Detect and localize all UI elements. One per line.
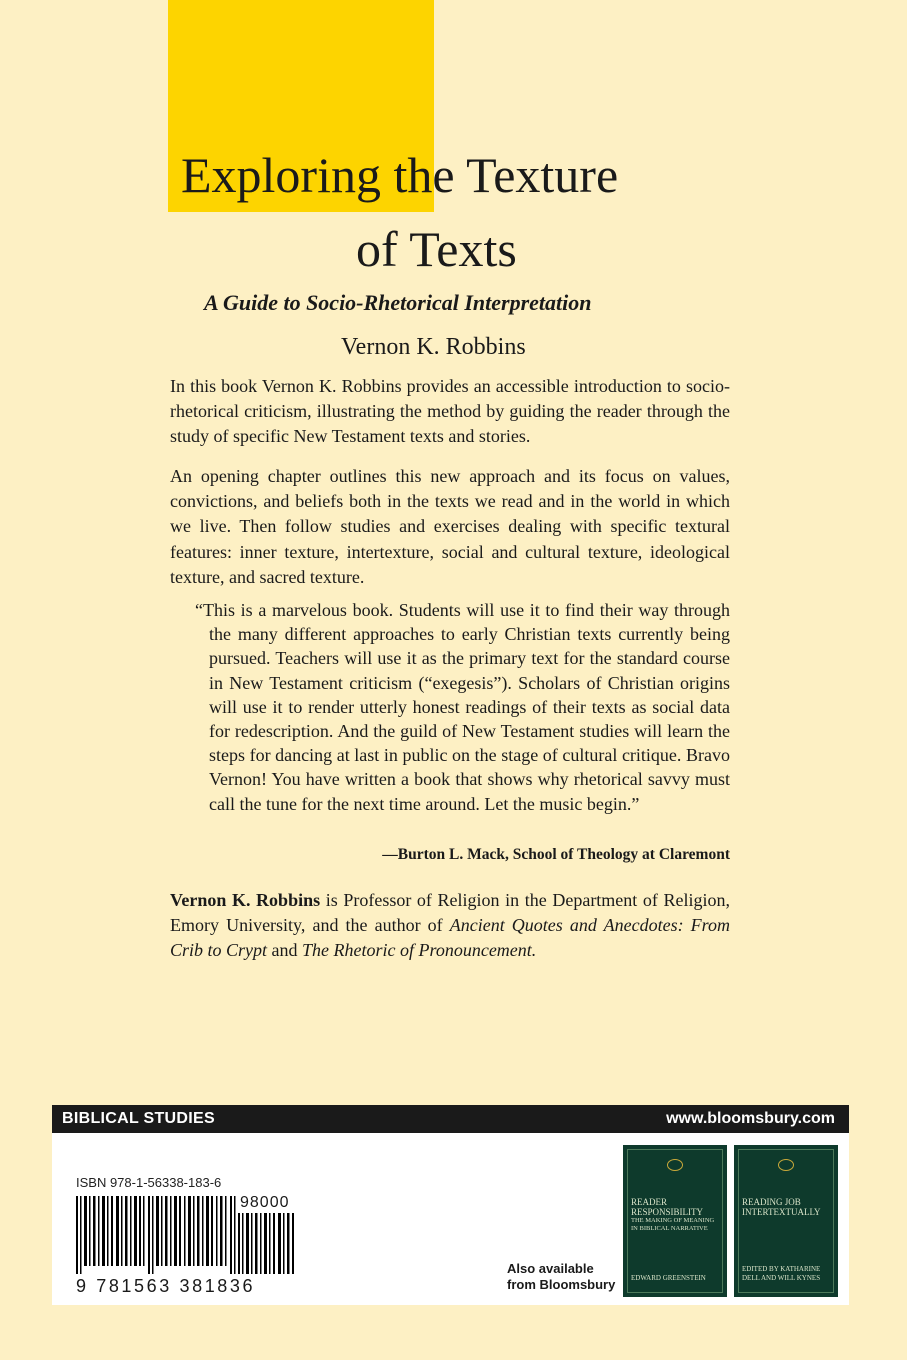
related-book-cover-1[interactable] [623, 1145, 727, 1297]
author-bio [170, 888, 730, 964]
title-line-1 [181, 144, 618, 206]
related-book-cover-2[interactable] [734, 1145, 838, 1297]
bio-name: Vernon K. Robbins [170, 890, 321, 910]
quote-attribution: —Burton L. Mack, School of Theology at Claremont [382, 846, 730, 863]
publisher-logo-icon [667, 1159, 683, 1171]
bio-text: is Professor of Religion in the Department of Religion, Emory University, and the author of [170, 890, 731, 936]
bio-book-1: Ancient Quotes and Anecdotes: From Crib to Crypt [170, 915, 730, 961]
description-paragraph-2: An opening chapter outlines this new approach and its focus on values, convictions, and beliefs both in the texts we read and in the world in which we live. Then follow studies and exercises dealing with specific textural features: inner texture, intertexture, social and cultural texture, ideological texture, and sacred texture. [170, 466, 730, 587]
cover-author: EDWARD GREENSTEIN [631, 1274, 706, 1282]
category-bar [52, 1105, 849, 1133]
title-rest: the Texture [393, 147, 619, 203]
also-available-label [507, 1261, 615, 1293]
category-label: BIBLICAL STUDIES [62, 1110, 215, 1127]
also-available-line-1: Also available [507, 1261, 594, 1276]
subtitle: A Guide to Socio-Rhetorical Interpretation [204, 290, 592, 315]
isbn-label: ISBN 978-1-56338-183-6 [76, 1175, 222, 1190]
title-line-2: of Texts [356, 221, 517, 277]
title-highlight-word: Exploring [181, 147, 381, 203]
price-barcode-image [238, 1213, 296, 1274]
cover-title: READING JOB INTERTEXTUALLY [742, 1197, 821, 1217]
cover-title: READER RESPONSIBILITY THE MAKING OF MEANING IN BIBLICAL NARRATIVE [631, 1197, 715, 1232]
barcode-image [76, 1196, 236, 1274]
price-code: 98000 [240, 1194, 290, 1211]
description-paragraph-1: In this book Vernon K. Robbins provides an accessible introduction to socio-rhetorical criticism, illustrating the method by guiding the reader through the study of specific New Testament texts and stories. [170, 376, 730, 447]
website-link[interactable]: www.bloomsbury.com [666, 1110, 835, 1127]
bio-and: and [267, 940, 303, 961]
also-available-line-2: from Bloomsbury [507, 1277, 616, 1292]
endorsement-quote: “This is a marvelous book. Students will use it to find their way through the many different approaches to early Christian texts currently being pursued. Teachers will use it as the primary text for the standard course in New Testament criticism (“exegesis”). Scholars of Christian origins will use it to render utterly honest readings of their texts as social data for redescription. And the guild of New Testament studies will learn the steps for dancing at last in public on the stage of cultural critique. Bravo Vernon! You have written a book that shows why rhetorical savvy must call the tune for the next time around. Let the music begin.” [195, 600, 730, 814]
bio-book-2: The Rhetoric of Pronouncement. [302, 940, 537, 961]
publisher-logo-icon [778, 1159, 794, 1171]
cover-author: EDITED BY KATHARINE DELL AND WILL KYNES [742, 1265, 821, 1282]
author: Vernon K. Robbins [341, 334, 526, 360]
barcode-number: 9 781563 381836 [76, 1276, 256, 1296]
